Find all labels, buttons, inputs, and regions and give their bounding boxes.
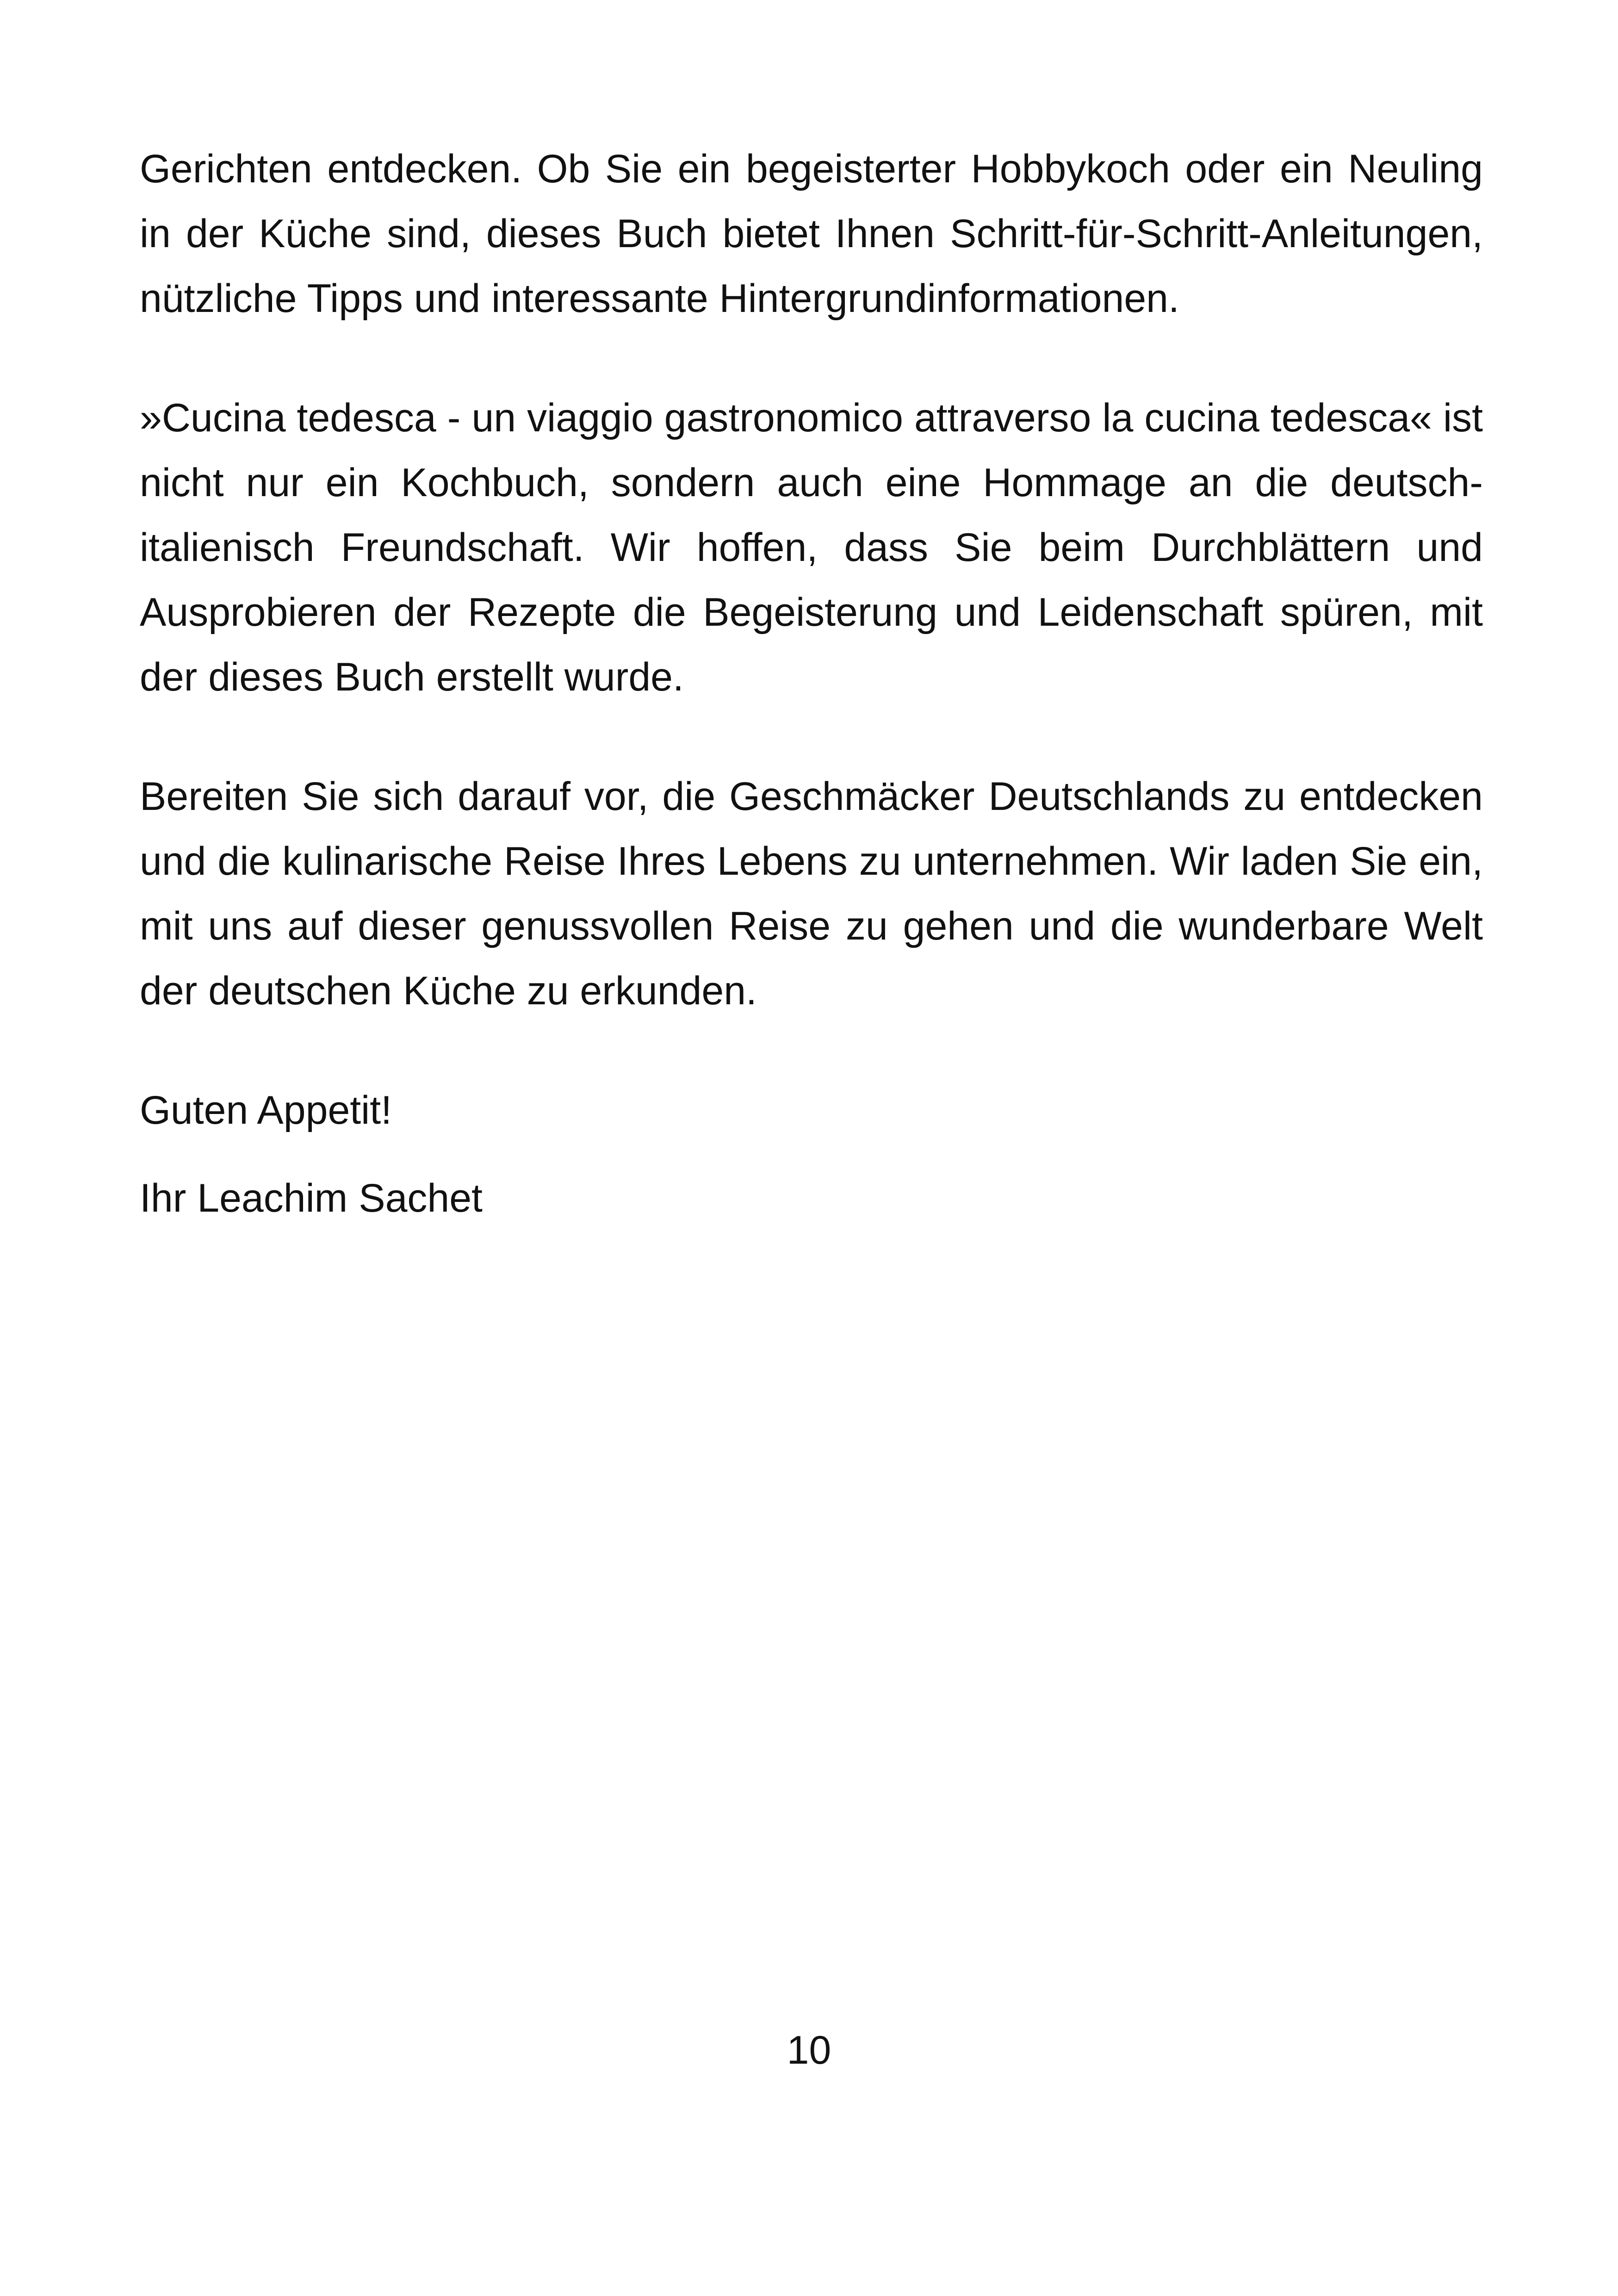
body-text bbox=[140, 137, 1483, 1254]
paragraph-3: Bereiten Sie sich darauf vor, die Geschmäcker Deutschlands zu entdecken und die kulinarische Reise Ihres Lebens zu unternehmen. Wir laden Sie ein, mit uns auf dieser genussvollen Reise zu gehen und die wunderbare Welt der deutschen Küche zu erkunden. bbox=[140, 774, 1483, 1013]
paragraph-1: Gerichten entdecken. Ob Sie ein begeisterter Hobbykoch oder ein Neuling in der Küche sind, dieses Buch bietet Ihnen Schritt-für-Schritt-Anleitungen, nützliche Tipps und interessante Hintergrundinformationen. bbox=[140, 147, 1483, 321]
signature: Ihr Leachim Sachet bbox=[140, 1176, 483, 1220]
closing-line: Guten Appetit! bbox=[140, 1088, 392, 1132]
page-number: 10 bbox=[787, 2028, 831, 2072]
paragraph-2: »Cucina tedesca - un viaggio gastronomico attraverso la cucina tedesca« ist nicht nur ein Kochbuch, sondern auch eine Hommage an die deutsch-italienisch Freundschaft. Wir hoffen, dass Sie beim Durchblättern und Ausprobieren der Rezepte die Begeisterung und Leidenschaft spüren, mit der dieses Buch erstellt wurde. bbox=[140, 396, 1483, 699]
